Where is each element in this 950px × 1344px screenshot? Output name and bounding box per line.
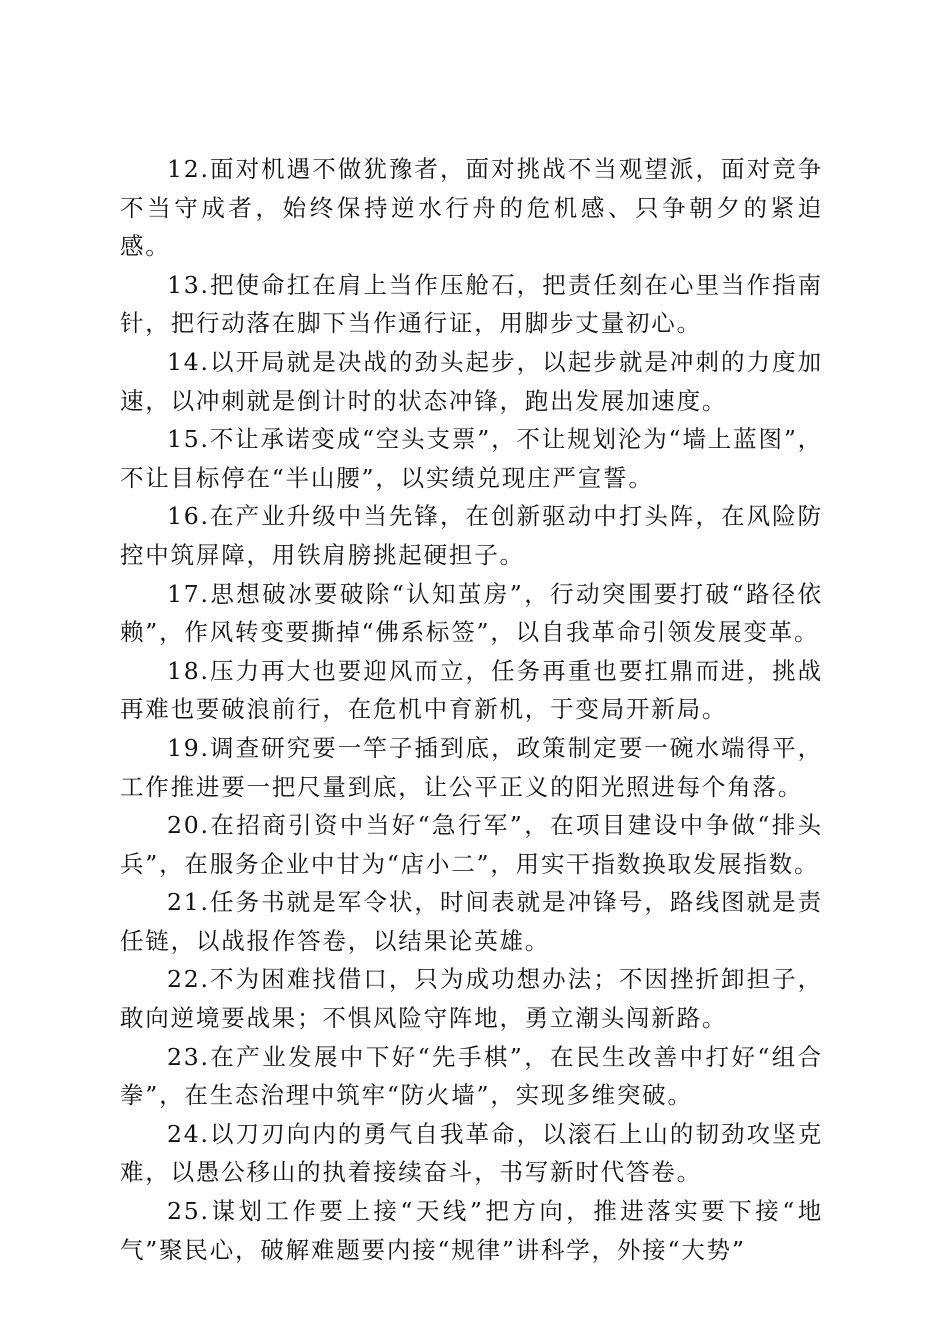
- paragraph-21: 21.任务书就是军令状，时间表就是冲锋号，路线图就是责任链，以战报作答卷，以结果论英雄。: [120, 888, 823, 955]
- paragraph-17: 17.思想破冰要破除“认知茧房”，行动突围要打破“路径依赖”，作风转变要撕掉“佛系标签”，以自我革命引领发展变革。: [120, 579, 823, 647]
- paragraph-22: 22.不为困难找借口，只为成功想办法；不因挫折卸担子，敢向逆境要战果；不惧风险守阵地，勇立潮头闯新路。: [120, 965, 823, 1033]
- paragraph-12: 12.面对机遇不做犹豫者，面对挑战不当观望派，面对竞争不当守成者，始终保持逆水行舟的危机感、只争朝夕的紧迫感。: [120, 155, 823, 261]
- paragraph-14: 14.以开局就是决战的劲头起步，以起步就是冲刺的力度加速，以冲刺就是倒计时的状态冲锋，跑出发展加速度。: [120, 347, 823, 415]
- paragraph-24: 24.以刀刃向内的勇气自我革命，以滚石上山的韧劲攻坚克难，以愚公移山的执着接续奋斗，书写新时代答卷。: [120, 1119, 823, 1187]
- paragraph-20: 20.在招商引资中当好“急行军”，在项目建设中争做“排头兵”，在服务企业中甘为“店小二”，用实干指数换取发展指数。: [120, 811, 823, 878]
- document-body: [120, 150, 823, 1269]
- paragraph-25: 25.谋划工作要上接“天线”把方向，推进落实要下接“地气”聚民心，破解难题要内接“规律”讲科学，外接“大势”: [120, 1197, 823, 1264]
- paragraph-13: 13.把使命扛在肩上当作压舱石，把责任刻在心里当作指南针，把行动落在脚下当作通行证，用脚步丈量初心。: [120, 270, 823, 338]
- paragraph-19: 19.调查研究要一竿子插到底，政策制定要一碗水端得平，工作推进要一把尺量到底，让公平正义的阳光照进每个角落。: [120, 733, 823, 801]
- paragraph-16: 16.在产业升级中当先锋，在创新驱动中打头阵，在风险防控中筑屏障，用铁肩膀挑起硬担子。: [120, 502, 823, 569]
- paragraph-15: 15.不让承诺变成“空头支票”，不让规划沦为“墙上蓝图”，不让目标停在“半山腰”，以实绩兑现庄严宣誓。: [120, 425, 823, 492]
- paragraph-18: 18.压力再大也要迎风而立，任务再重也要扛鼎而进，挑战再难也要破浪前行，在危机中育新机，于变局开新局。: [120, 656, 823, 724]
- paragraph-23: 23.在产业发展中下好“先手棋”，在民生改善中打好“组合拳”，在生态治理中筑牢“防火墙”，实现多维突破。: [120, 1042, 823, 1110]
